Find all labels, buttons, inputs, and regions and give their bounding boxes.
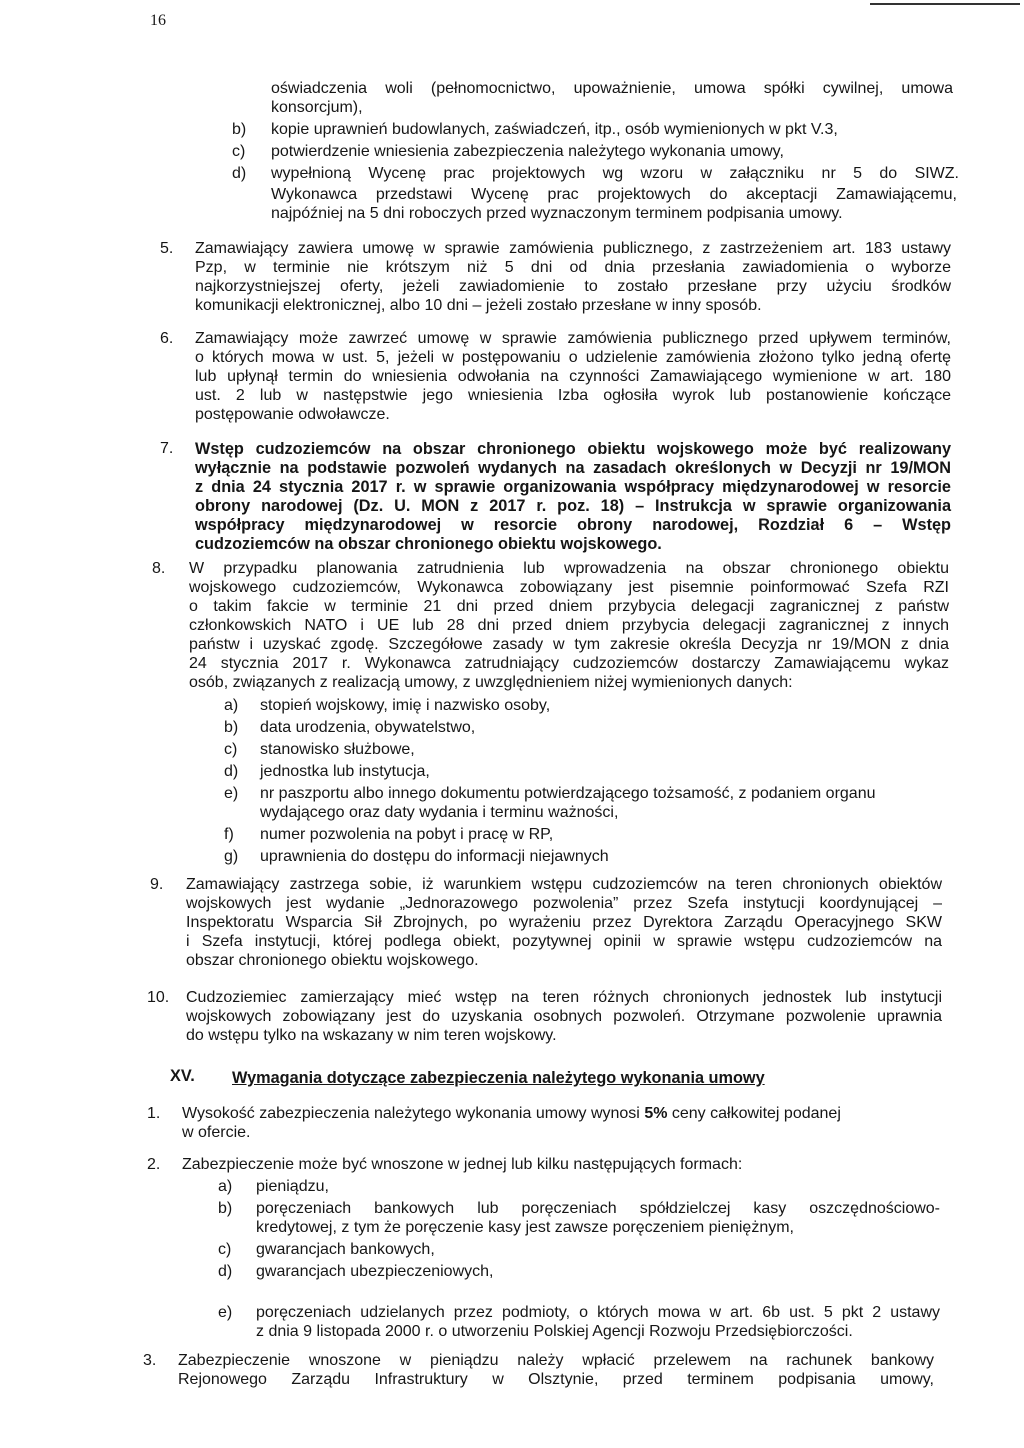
sub-text: nr paszportu albo innego dokumentu potwierdzającego tożsamość, z podaniem organu	[260, 785, 876, 802]
sub-text: data urodzenia, obywatelstwo,	[260, 719, 476, 736]
text-line: Zamawiający może zawrzeć umowę w sprawie zamówienia publicznego przed upływem terminów,	[195, 330, 951, 347]
text-line: wojskowych jest wydanie „Jednorazowego pozwolenia” przez Szefa instytucji koordynującej –	[186, 895, 942, 912]
item-number: 6.	[160, 330, 174, 347]
section-title: Wymagania dotyczące zabezpieczenia należytego wykonania umowy	[232, 1069, 765, 1087]
item-number: 7.	[160, 440, 174, 457]
text-line: obszar chronionego obiektu wojskowego.	[186, 952, 479, 969]
text-line: państw i uzyskać zgodę. Szczegółowe zasady w tym zakresie określa Decyzja nr 19/MON z dnia	[189, 636, 949, 653]
text-line: osób, związanych z realizacją umowy, z uwzględnieniem niżej wymienionych danych:	[189, 674, 793, 691]
list-marker: b)	[232, 121, 247, 138]
text-line: Zabezpieczenie może być wnoszone w jednej lub kilku następujących formach:	[182, 1156, 743, 1173]
sub-text-cont: kredytowej, z tym że poręczenie kasy jest zawsze poręczeniem pieniężnym,	[256, 1219, 794, 1236]
scan-edge-rule	[870, 3, 1020, 5]
sub-text: stanowisko służbowe,	[260, 741, 415, 758]
text-line: najkorzystniejszej oferty, jeżeli zawiadomienie to zostało przesłane przy użyciu środków	[195, 278, 951, 295]
page-number: 16	[150, 12, 166, 29]
text-fragment: Wysokość zabezpieczenia należytego wykonania umowy wynosi	[182, 1105, 645, 1122]
sub-marker: e)	[218, 1304, 233, 1321]
item-number: 2.	[147, 1156, 161, 1173]
item-number: 10.	[147, 989, 170, 1006]
text-line: w ofercie.	[182, 1124, 251, 1141]
section-number: XV.	[170, 1067, 195, 1085]
text-line: oświadczenia woli (pełnomocnictwo, upoważnienie, umowa spółki cywilnej, umowa	[271, 80, 953, 97]
text-line: Cudzoziemiec zamierzający mieć wstęp na teren różnych chronionych jednostek lub instytucji	[186, 989, 942, 1006]
sub-marker: g)	[224, 848, 239, 865]
text-line: i Szefa instytucji, której podlega obiekt, pozytywnej opinii w sprawie wstępu cudzoziemców na	[186, 933, 942, 950]
text-line: wojskowych zobowiązany jest do uzyskania osobnych pozwoleń. Otrzymane pozwolenie uprawnia	[186, 1008, 942, 1025]
percent-value: 5%	[644, 1105, 668, 1122]
sub-text: pieniądzu,	[256, 1178, 329, 1195]
text-line: konsorcjum),	[271, 99, 363, 116]
item-number: 5.	[160, 240, 174, 257]
text-line: Zamawiający zawiera umowę w sprawie zamówienia publicznego, z zastrzeżeniem art. 183 ustawy	[195, 240, 951, 257]
list-marker: d)	[232, 165, 247, 182]
sub-text: poręczeniach udzielanych przez podmioty, o których mowa w art. 6b ust. 5 pkt 2 ustawy	[256, 1304, 940, 1321]
text-line: do wstępu tylko na wskazany w nim teren wojskowy.	[186, 1027, 557, 1044]
sub-marker: a)	[218, 1178, 233, 1195]
sub-marker: c)	[218, 1241, 232, 1258]
text-line: o takim fakcie w terminie 21 dni przed dniem przybycia delegacji zagranicznej z państw	[189, 598, 949, 615]
text-fragment: ceny całkowitej podanej	[667, 1105, 841, 1122]
text-line: kopie uprawnień budowlanych, zaświadczeń, itp., osób wymienionych w pkt V.3,	[271, 121, 838, 138]
sub-text: numer pozwolenia na pobyt i pracę w RP,	[260, 826, 554, 843]
item-number: 9.	[150, 876, 164, 893]
text-line: Rejonowego Zarządu Infrastruktury w Olsztynie, przed terminem podpisania umowy,	[178, 1371, 934, 1388]
sub-text-cont: z dnia 9 listopada 2000 r. o utworzeniu Polskiej Agencji Rozwoju Przedsiębiorczości.	[256, 1323, 853, 1340]
text-line: komunikacji elektronicznej, albo 10 dni – jeżeli zostało przesłane w inny sposób.	[195, 297, 762, 314]
text-line: Pzp, w terminie nie krótszym niż 5 dni od dnia przesłania zawiadomienia o wyborze	[195, 259, 951, 276]
sub-text: gwarancjach bankowych,	[256, 1241, 435, 1258]
sub-text: stopień wojskowy, imię i nazwisko osoby,	[260, 697, 551, 714]
text-line: wojskowego cudzoziemców, Wykonawca zobowiązany jest pisemnie poinformować Szefa RZI	[189, 579, 949, 596]
sub-marker: c)	[224, 741, 238, 758]
text-line: lub upłynął termin do wniesienia odwołania na czynności Zamawiającego wymienione w art. 180	[195, 368, 951, 385]
sub-text: gwarancjach ubezpieczeniowych,	[256, 1263, 494, 1280]
text-line: obrony narodowej (Dz. U. MON z 2017 r. poz. 18) – Instrukcja w sprawie organizowania	[195, 497, 951, 515]
text-line: cudzoziemców na obszar chronionego obiektu wojskowego.	[195, 535, 662, 553]
sub-marker: b)	[218, 1200, 233, 1217]
sub-text: poręczeniach bankowych lub poręczeniach spółdzielczej kasy oszczędnościowo-	[256, 1200, 940, 1217]
sub-marker: f)	[224, 826, 234, 843]
item-number: 1.	[147, 1105, 161, 1122]
text-line	[182, 1105, 948, 1123]
text-line: W przypadku planowania zatrudnienia lub wprowadzenia na obszar chronionego obiektu	[189, 560, 949, 577]
text-line: 24 stycznia 2017 r. Wykonawca zatrudniający cudzoziemców dostarczy Zamawiającemu wykaz	[189, 655, 949, 672]
item-number: 3.	[143, 1352, 157, 1369]
text-line: członkowskich NATO i UE lub 28 dni przed dniem przybycia delegacji zagranicznej z innych	[189, 617, 949, 634]
sub-marker: d)	[218, 1263, 233, 1280]
text-line: potwierdzenie wniesienia zabezpieczenia należytego wykonania umowy,	[271, 143, 784, 160]
text-line: Zamawiający zastrzega sobie, iż warunkiem wstępu cudzoziemców na teren chronionych obiektów	[186, 876, 942, 893]
text-line: postępowanie odwoławcze.	[195, 406, 390, 423]
text-line: o których mowa w ust. 5, jeżeli w postępowaniu o udzielenie zamówienia złożono tylko jedną ofertę	[195, 349, 951, 366]
text-line: wyłącznie na podstawie pozwoleń wydanych na zasadach określonych w Decyzji nr 19/MON	[195, 459, 951, 477]
text-line: ust. 2 lub w następstwie jego wniesienia Izba ogłosiła wyrok lub postanowienie kończące	[195, 387, 951, 404]
sub-marker: a)	[224, 697, 239, 714]
list-marker: c)	[232, 143, 246, 160]
text-line: najpóźniej na 5 dni roboczych przed wyznaczonym terminem podpisania umowy.	[271, 205, 843, 222]
text-line: Zabezpieczenie wnoszone w pieniądzu należy wpłacić przelewem na rachunek bankowy	[178, 1352, 934, 1369]
sub-marker: e)	[224, 785, 239, 802]
sub-marker: d)	[224, 763, 239, 780]
text-line: Wstęp cudzoziemców na obszar chronionego obiektu wojskowego może być realizowany	[195, 440, 951, 458]
text-line: z dnia 24 stycznia 2017 r. w sprawie organizowania współpracy międzynarodowej w resorcie	[195, 478, 951, 496]
sub-marker: b)	[224, 719, 239, 736]
text-line: współpracy międzynarodowej w resorcie obrony narodowej, Rozdział 6 – Wstęp	[195, 516, 951, 534]
text-line: Inspektoratu Wsparcia Sił Zbrojnych, po wyrażeniu przez Dyrektora Zarządu Operacyjnego SKW	[186, 914, 942, 931]
item-number: 8.	[152, 560, 166, 577]
sub-text: uprawnienia do dostępu do informacji niejawnych	[260, 848, 609, 865]
text-line: wypełnioną Wycenę prac projektowych wg wzoru w załączniku nr 5 do SIWZ.	[271, 165, 959, 182]
text-line: Wykonawca przedstawi Wycenę prac projektowych do akceptacji Zamawiającemu,	[271, 186, 957, 203]
sub-text: jednostka lub instytucja,	[260, 763, 430, 780]
sub-text-cont: wydającego oraz daty wydania i terminu ważności,	[260, 804, 619, 821]
